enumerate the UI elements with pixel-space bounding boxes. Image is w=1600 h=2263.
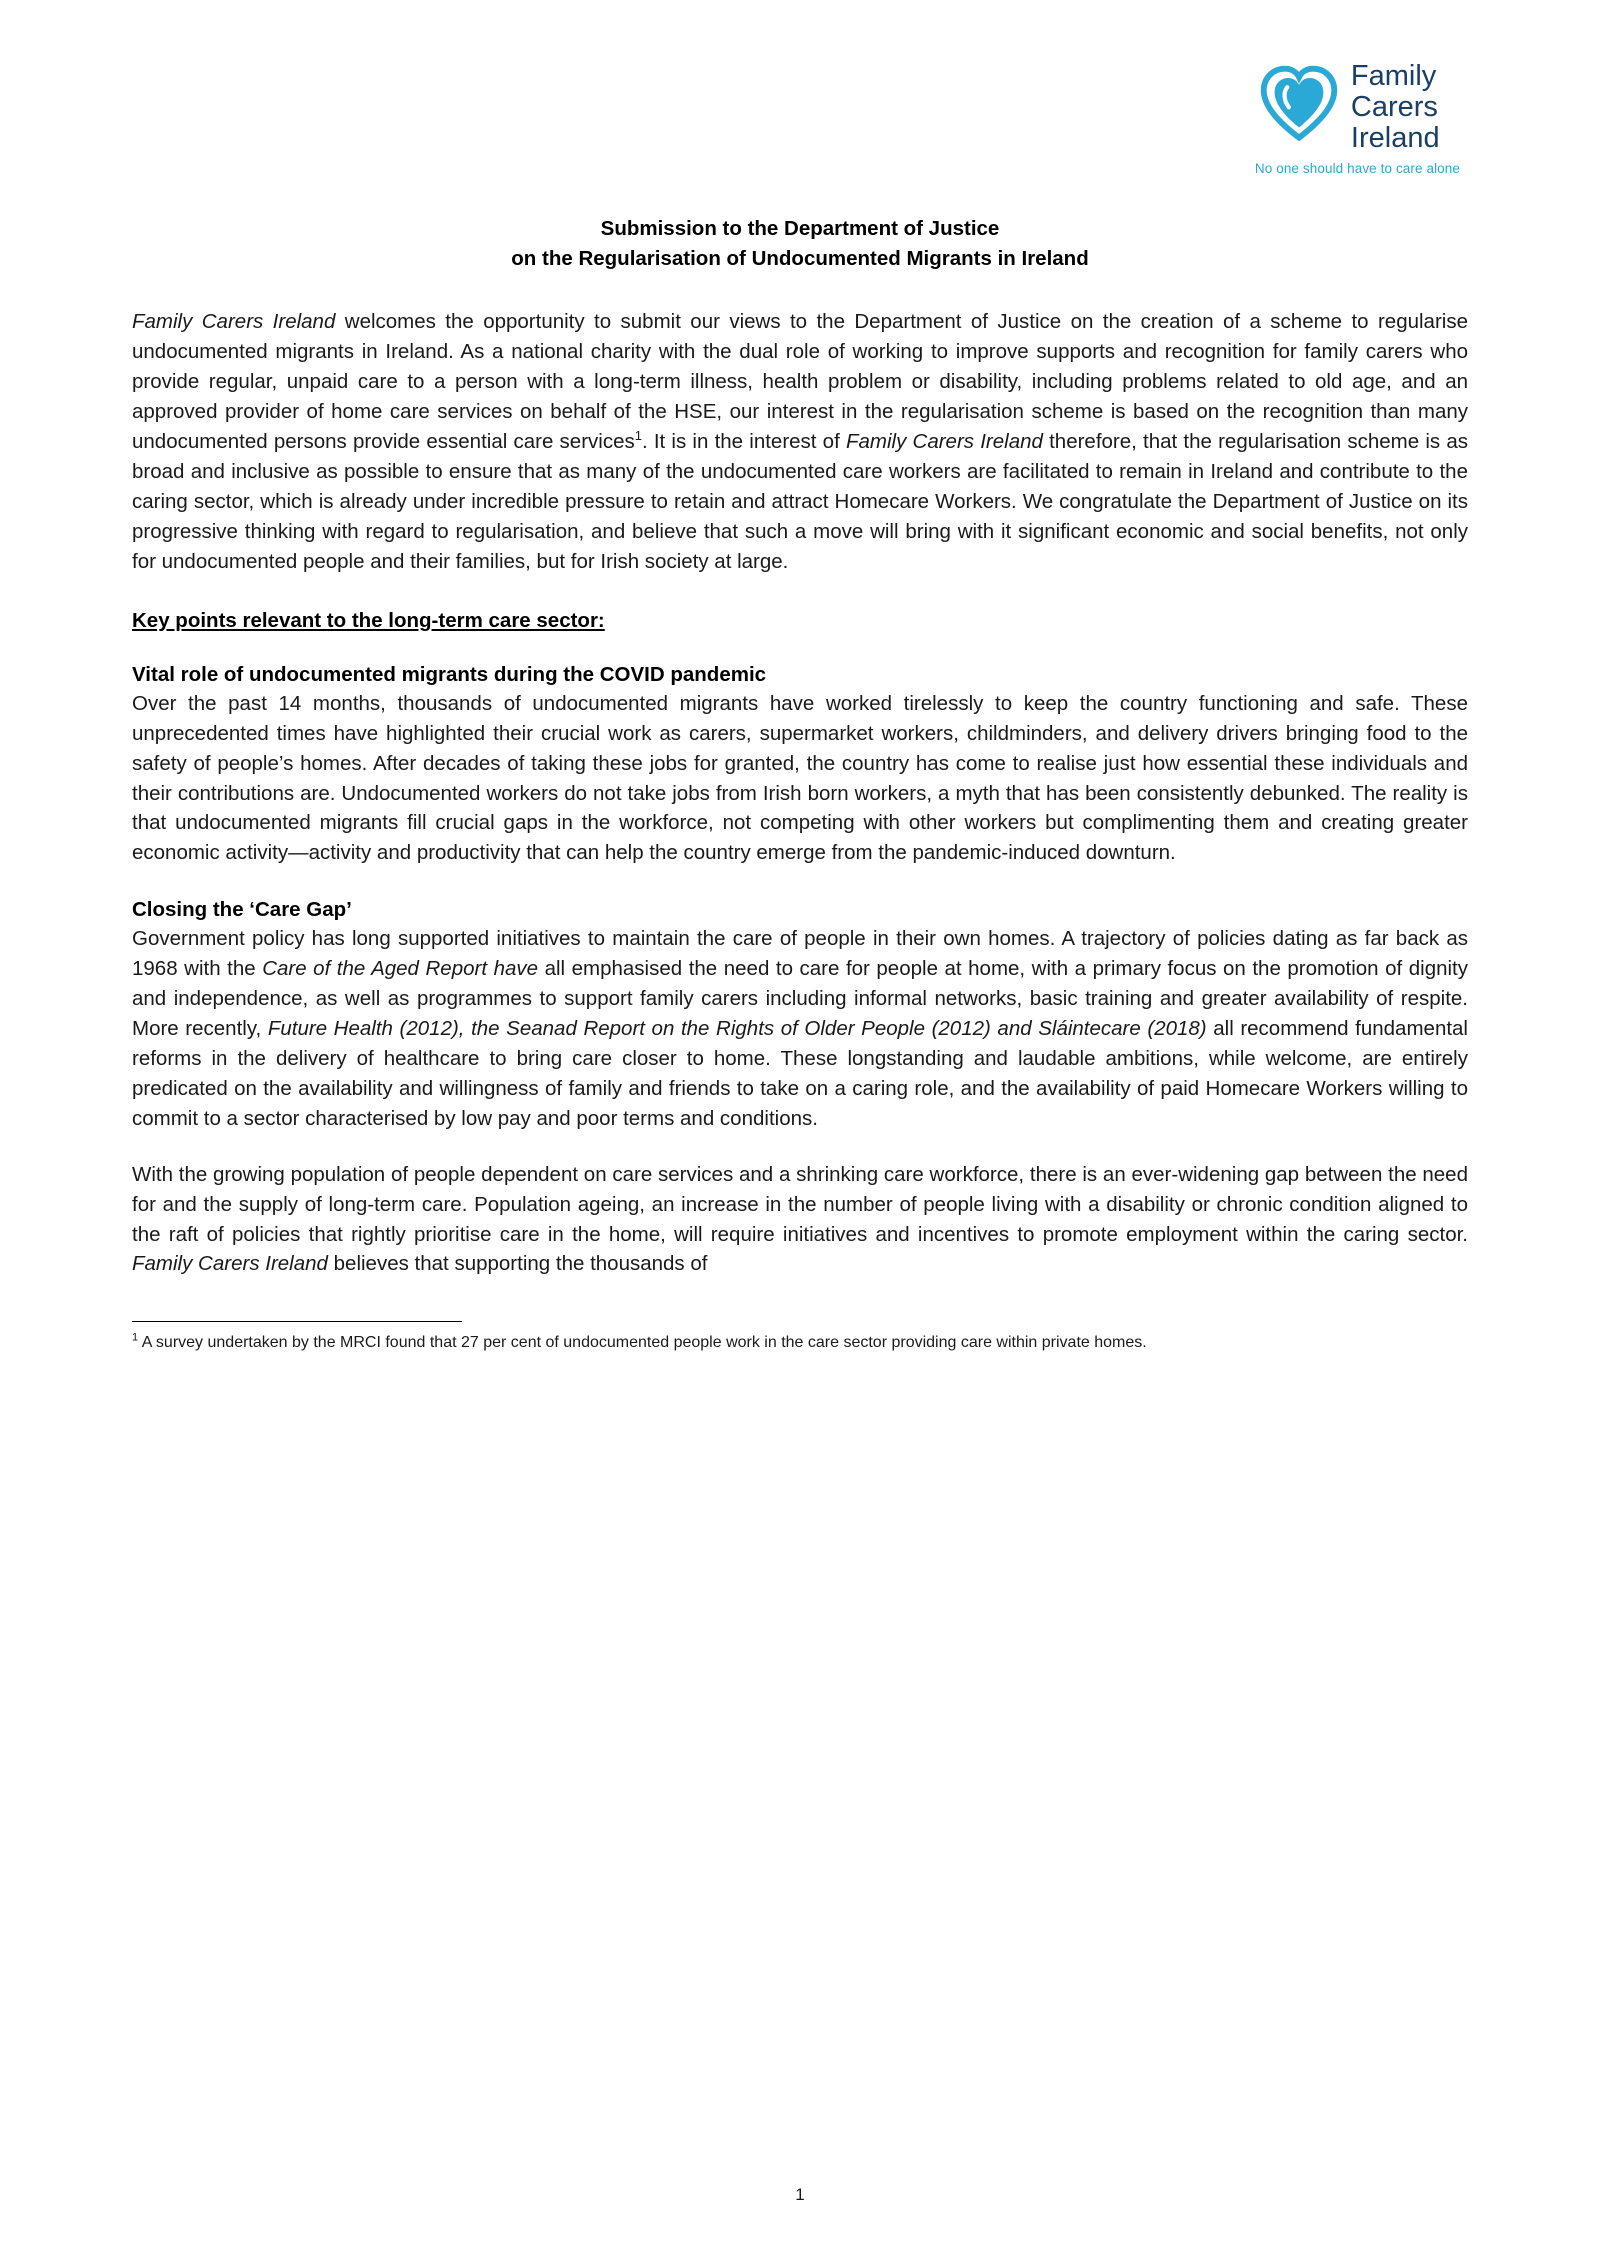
footnote bbox=[132, 1332, 1262, 1355]
footnote-divider bbox=[132, 1321, 462, 1322]
growing-population-paragraph bbox=[132, 1160, 1468, 1280]
logo-line-2: Carers bbox=[1350, 91, 1438, 123]
covid-section-body: Over the past 14 months, thousands of undocumented migrants have worked tirelessly to keep the country functioning and safe. These unprecedented times have highlighted their crucial work as carers, supermarket workers, childminders, and delivery drivers bringing food to the safety of people’s homes. After decades of taking these jobs for granted, the country has come to realise just how essential these individuals and their contributions are. Undocumented workers do not take jobs from Irish born workers, a myth that has been consistently debunked. The reality is that undocumented migrants fill crucial gaps in the workforce, not competing with other workers but complimenting them and creating greater economic activity—activity and productivity that can help the country emerge from the pandemic-induced downturn. bbox=[132, 691, 1468, 865]
intro-paragraph bbox=[132, 307, 1468, 576]
footnote-number: 1 bbox=[132, 1332, 139, 1345]
covid-section-heading: Vital role of undocumented migrants during the COVID pandemic bbox=[132, 662, 767, 686]
logo-wordmark bbox=[1254, 60, 1460, 176]
care-gap-text-1: Government policy has long supported initiatives to maintain the care of people in their own homes. A trajectory of policies dating as far back as 1968 with the bbox=[132, 927, 1468, 981]
growing-population-text-2: believes that supporting the thousands of bbox=[327, 1252, 708, 1276]
care-gap-citation-1: Care of the Aged Report have bbox=[262, 957, 539, 981]
care-gap-citation-2: Future Health (2012), the Seanad Report on the Rights of Older People (2012) and Sláintecare (2018) bbox=[267, 1017, 1207, 1041]
intro-text-1: welcomes the opportunity to submit our views to the Department of Justice on the creation of a scheme to regularise undocumented migrants in Ireland. As a national charity with the dual role of working to improve supports and recognition for family carers who provide regular, unpaid care to a person with a long-term illness, health problem or disability, including problems related to old age, and an approved provider of home care services on behalf of the HSE, our interest in the regularisation scheme is based on the recognition than many undocumented persons provide essential care services bbox=[132, 310, 1468, 454]
page-title-line-2: on the Regularisation of Undocumented Migrants in Ireland bbox=[511, 246, 1089, 270]
intro-org-name-2: Family Carers Ireland bbox=[845, 430, 1043, 454]
page-title-line-1: Submission to the Department of Justice bbox=[600, 217, 1000, 240]
intro-org-name: Family Carers Ireland bbox=[132, 310, 336, 334]
growing-population-org-name: Family Carers Ireland bbox=[132, 1252, 328, 1276]
care-gap-section-heading: Closing the ‘Care Gap’ bbox=[132, 898, 352, 922]
care-gap-text-3: all recommend fundamental reforms in the delivery of healthcare to bring care closer to home. These longstanding and laudable ambitions, while welcome, are entirely predicated on the availability and willingness of family and friends to take on a caring role, and the availability of paid Homecare Workers willing to commit to a sector characterised by low pay and poor terms and conditions. bbox=[132, 1017, 1468, 1130]
logo-tagline: No one should have to care alone bbox=[1254, 161, 1460, 176]
care-gap-text-2: all emphasised the need to care for people at home, with a primary focus on the promotion of dignity and independence, as well as programmes to support family carers including informal networks, basic training and greater availability of respite. More recently, bbox=[132, 957, 1468, 1041]
intro-text-2: . It is in the interest of bbox=[641, 430, 846, 454]
care-gap-section-body bbox=[132, 924, 1468, 1133]
page-title bbox=[132, 214, 1468, 273]
footnote-marker-inline: 1 bbox=[634, 428, 642, 444]
heart-logo-icon bbox=[1257, 62, 1341, 146]
family-carers-ireland-logo bbox=[1254, 60, 1460, 176]
intro-text-3: therefore, that the regularisation scheme is as broad and inclusive as possible to ensure that as many of the undocumented care workers are facilitated to remain in Ireland and contribute to the caring sector, which is already under incredible pressure to retain and attract Homecare Workers. We congratulate the Department of Justice on its progressive thinking with regard to regularisation, and believe that such a move will bring with it significant economic and social benefits, not only for undocumented people and their families, but for Irish society at large. bbox=[132, 430, 1468, 573]
growing-population-text-1: With the growing population of people dependent on care services and a shrinking care workforce, there is an ever-widening gap between the need for and the supply of long-term care. Population ageing, an increase in the number of people living with a disability or chronic condition aligned to the raft of policies that rightly prioritise care in the home, will require initiatives and incentives to promote employment within the caring sector. bbox=[132, 1162, 1468, 1246]
page-number: 1 bbox=[795, 2185, 805, 2204]
key-points-heading: Key points relevant to the long-term care sector: bbox=[132, 608, 605, 632]
logo-line-3: Ireland bbox=[1350, 122, 1440, 154]
logo-line-1: Family bbox=[1350, 60, 1437, 92]
footnote-text: A survey undertaken by the MRCI found that 27 per cent of undocumented people work in the care sector providing care within private homes. bbox=[138, 1334, 1147, 1352]
